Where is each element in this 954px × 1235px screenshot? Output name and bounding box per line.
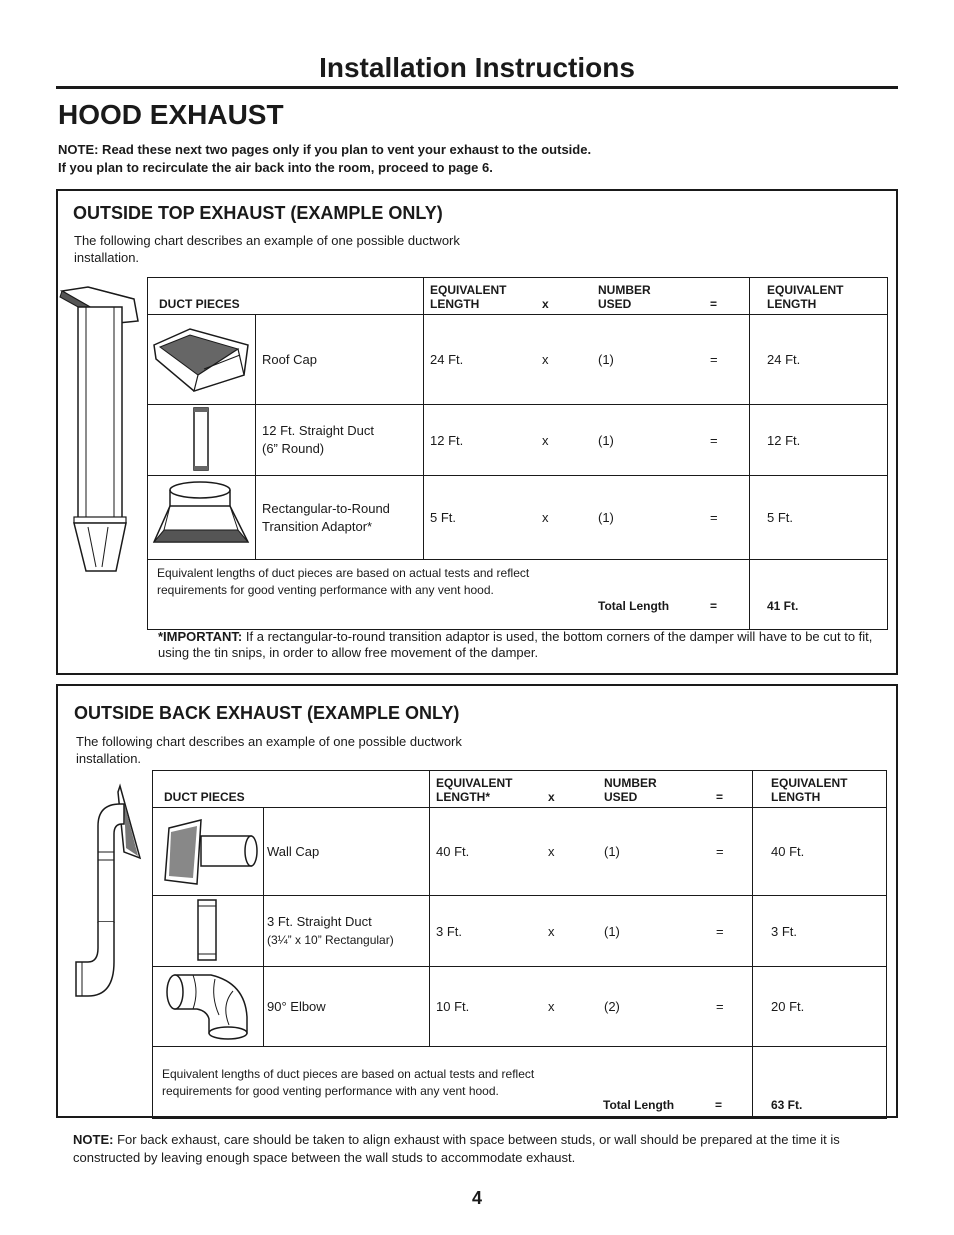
- equals-sign: =: [710, 432, 718, 448]
- header-equivalent-length: [436, 776, 548, 804]
- footer-note: Equivalent lengths of duct pieces are based on actual tests and reflect requirements for good venting performance with any vent hood.: [162, 1067, 535, 1098]
- top-exhaust-title: OUTSIDE TOP EXHAUST (EXAMPLE ONLY): [73, 203, 443, 223]
- number-used: (2): [604, 999, 620, 1014]
- row-total: 5 Ft.: [750, 476, 888, 560]
- page-number: 4: [471, 1188, 482, 1208]
- back-exhaust-title: OUTSIDE BACK EXHAUST (EXAMPLE ONLY): [74, 703, 460, 723]
- title-rule: [56, 86, 898, 89]
- piece-name: [264, 808, 430, 896]
- top-note: [58, 141, 591, 177]
- equals-sign: =: [710, 510, 718, 525]
- equivalent-length: 12 Ft.: [430, 432, 464, 448]
- elbow-icon: [153, 967, 261, 1043]
- number-used: (1): [604, 844, 620, 859]
- roof-duct-illustration: [58, 283, 148, 583]
- page-title: Installation Instructions: [319, 52, 635, 83]
- top-exhaust-intro: The following chart describes an example of one possible ductwork installation.: [74, 233, 460, 265]
- equivalent-length: 24 Ft.: [430, 352, 464, 367]
- back-exhaust-intro: The following chart describes an example of one possible ductwork installation.: [76, 734, 462, 766]
- table-footer-row: [153, 1047, 887, 1119]
- piece-name: [264, 896, 430, 967]
- piece-name-line-2: (6” Round): [262, 441, 325, 456]
- header-equals: =: [716, 790, 724, 804]
- times-sign: x: [542, 352, 549, 367]
- header-equals: =: [710, 297, 718, 311]
- piece-name: [256, 315, 424, 405]
- row-total: 24 Ft.: [750, 315, 888, 405]
- wall-cap-icon: [153, 810, 261, 890]
- piece-name: [256, 405, 424, 476]
- total-length-label: Total Length: [598, 599, 670, 613]
- piece-name-line-1: 12 Ft. Straight Duct: [262, 423, 374, 438]
- row-values: [424, 476, 750, 560]
- transition-adaptor-image: [148, 476, 256, 560]
- number-used: (1): [598, 510, 614, 525]
- total-length-value: 63 Ft.: [753, 1047, 887, 1119]
- table-row: [148, 315, 888, 405]
- back-exhaust-box: [56, 684, 898, 1118]
- header-middle: [430, 771, 753, 808]
- table-row: [153, 896, 887, 967]
- straight-duct-image: [148, 405, 256, 476]
- header-eq-line-2: LENGTH: [430, 297, 480, 311]
- table-row: [148, 476, 888, 560]
- row-values: [430, 967, 753, 1047]
- important-note: [158, 629, 878, 661]
- equivalent-length: 5 Ft.: [430, 510, 457, 525]
- piece-name-line-1: 90° Elbow: [267, 999, 326, 1014]
- table-row: [153, 808, 887, 896]
- equals-sign: =: [710, 352, 718, 367]
- piece-name: [264, 967, 430, 1047]
- header-number-used: [598, 283, 710, 311]
- header-number-used: [604, 776, 716, 804]
- header-result-length: [753, 771, 887, 808]
- header-result-length: [750, 278, 888, 315]
- row-total: 12 Ft.: [750, 405, 888, 476]
- footer-note-cell: [153, 1047, 753, 1119]
- back-exhaust-table: [152, 770, 887, 1119]
- header-res-line-2: LENGTH: [767, 297, 817, 311]
- piece-name-line-2: (3¼” x 10” Rectangular): [267, 933, 394, 947]
- header-eq-line-1: EQUIVALENT: [430, 283, 507, 297]
- header-res-line-1: EQUIVALENT: [767, 283, 844, 297]
- header-eq-line-2: LENGTH*: [436, 790, 490, 804]
- header-res-line-1: EQUIVALENT: [771, 776, 848, 790]
- times-sign: x: [542, 510, 549, 525]
- piece-name-line-1: Rectangular-to-Round: [262, 500, 390, 516]
- times-sign: x: [542, 432, 549, 448]
- header-eq-line-1: EQUIVALENT: [436, 776, 513, 790]
- bottom-note: [73, 1131, 873, 1167]
- header-middle: [424, 278, 750, 315]
- total-equals-sign: =: [710, 599, 718, 613]
- equals-sign: =: [716, 923, 724, 939]
- elbow-image: [153, 967, 264, 1047]
- row-total: 20 Ft.: [753, 967, 887, 1047]
- header-res-line-2: LENGTH: [771, 790, 821, 804]
- times-sign: x: [548, 999, 555, 1014]
- header-duct-pieces: DUCT PIECES: [153, 771, 430, 808]
- rect-duct-icon: [194, 898, 222, 962]
- times-sign: x: [548, 844, 555, 859]
- header-num-line-1: NUMBER: [598, 283, 651, 297]
- bottom-note-text: For back exhaust, care should be taken to align exhaust with space between studs, or wall should be prepared at the time it is constructed by leaving enough space between the wall studs to accommodate exhaust.: [73, 1132, 840, 1165]
- equals-sign: =: [716, 999, 724, 1014]
- row-total: 3 Ft.: [753, 896, 887, 967]
- piece-name: [256, 476, 424, 560]
- top-note-line-1: NOTE: Read these next two pages only if you plan to vent your exhaust to the outside.: [58, 142, 592, 157]
- section-title: HOOD EXHAUST: [58, 99, 284, 130]
- header-num-line-2: USED: [604, 790, 638, 804]
- row-values: [424, 405, 750, 476]
- roof-cap-icon: [148, 315, 254, 401]
- rect-duct-image: [153, 896, 264, 967]
- number-used: (1): [604, 923, 620, 939]
- total-length-label: Total Length: [603, 1098, 675, 1112]
- footer-note-cell: [148, 560, 750, 630]
- bottom-note-label: NOTE:: [73, 1132, 114, 1147]
- number-used: (1): [598, 432, 614, 448]
- row-values: [430, 808, 753, 896]
- piece-name-line-1: 3 Ft. Straight Duct: [267, 914, 372, 929]
- equivalent-length: 40 Ft.: [436, 844, 470, 859]
- row-values: [424, 315, 750, 405]
- wall-cap-image: [153, 808, 264, 896]
- top-exhaust-table: [147, 277, 888, 630]
- top-note-line-2: If you plan to recirculate the air back into the room, proceed to page 6.: [58, 160, 493, 175]
- top-exhaust-box: [56, 189, 898, 675]
- roof-cap-image: [148, 315, 256, 405]
- header-equivalent-length: [430, 283, 542, 311]
- important-text: If a rectangular-to-round transition adaptor is used, the bottom corners of the damper will have to be cut to fit, using the tin snips, in order to allow free movement of the damper.: [158, 629, 873, 660]
- equivalent-length: 3 Ft.: [436, 923, 463, 939]
- header-times: x: [548, 790, 555, 804]
- table-row: [153, 967, 887, 1047]
- number-used: (1): [598, 352, 614, 367]
- wall-duct-illustration: [68, 782, 148, 1002]
- header-times: x: [542, 297, 549, 311]
- piece-name-line-1: Roof Cap: [262, 352, 317, 367]
- equivalent-length: 10 Ft.: [436, 999, 470, 1014]
- total-length-value: 41 Ft.: [750, 560, 888, 630]
- table-row: [148, 405, 888, 476]
- row-total: 40 Ft.: [753, 808, 887, 896]
- footer-note: Equivalent lengths of duct pieces are based on actual tests and reflect requirements for good venting performance with any vent hood.: [157, 566, 530, 597]
- table-footer-row: [148, 560, 888, 630]
- transition-adaptor-icon: [148, 476, 254, 556]
- row-values: [430, 896, 753, 967]
- total-equals-sign: =: [715, 1098, 723, 1112]
- header-num-line-1: NUMBER: [604, 776, 657, 790]
- header-num-line-2: USED: [598, 297, 632, 311]
- piece-name-line-2: Transition Adaptor*: [262, 518, 373, 534]
- straight-duct-icon: [190, 406, 214, 472]
- piece-name-line-1: Wall Cap: [267, 844, 320, 859]
- header-duct-pieces: DUCT PIECES: [148, 278, 424, 315]
- important-label: *IMPORTANT:: [158, 629, 243, 644]
- times-sign: x: [548, 923, 555, 939]
- equals-sign: =: [716, 844, 724, 859]
